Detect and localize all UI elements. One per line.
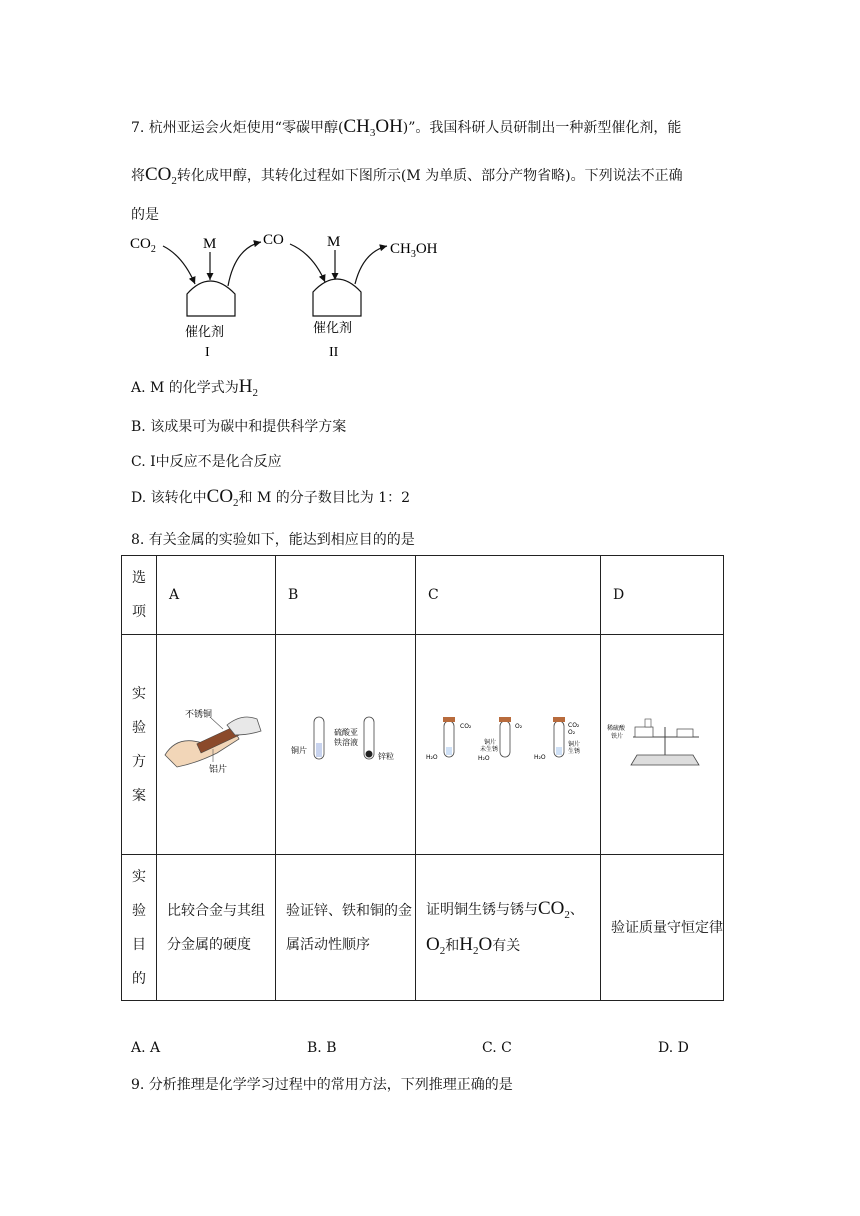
label-m2: M: [327, 234, 341, 250]
svg-text:CO₂: CO₂: [460, 723, 472, 730]
label-ch3oh: $CH_3OH$: [390, 241, 438, 260]
plan-c-image: [416, 635, 601, 855]
q8-answer-d: D. D: [658, 1040, 689, 1056]
q8-answer-b: B. B: [307, 1040, 337, 1056]
catalyst-1-num: I: [205, 345, 210, 360]
header-a: A: [157, 556, 276, 635]
header-option-label: 选项: [122, 556, 157, 635]
row-label-goal: 实验目的: [122, 855, 157, 1001]
q7-option-c: C. Ⅰ中反应不是化合反应: [131, 454, 282, 470]
q7-option-d: D. 该转化中$CO_2$和 M 的分子数目比为 1：2: [131, 486, 411, 509]
svg-text:生锈: 生锈: [568, 748, 581, 755]
label-co2: $CO_2$: [130, 236, 156, 255]
svg-text:H₂O: H₂O: [478, 755, 490, 762]
svg-text:锌粒: 锌粒: [378, 752, 394, 761]
formula-co2: $CO_2$: [145, 164, 177, 187]
q7-option-a: A. M 的化学式为$H_2$: [131, 376, 259, 399]
svg-text:铜片: 铜片: [484, 739, 497, 746]
q8-answer-c: C. C: [482, 1040, 512, 1056]
svg-text:未生锈: 未生锈: [480, 746, 499, 753]
arrow-co2-in: [163, 246, 195, 284]
svg-text:H₂O: H₂O: [426, 754, 438, 761]
formula-h2: $H_2$: [238, 376, 259, 399]
svg-text:O₂: O₂: [568, 729, 576, 736]
catalyst-2-num: II: [329, 345, 339, 360]
header-b: B: [276, 556, 416, 635]
catalyst-1-label: 催化剂: [185, 325, 225, 340]
svg-text:铜片: 铜片: [291, 746, 307, 755]
q7-line3: 的是: [131, 207, 159, 223]
formula-ch3oh: $CH_3OH$: [343, 116, 403, 139]
plan-b-image: [276, 635, 416, 855]
arrow-co-in: [290, 244, 325, 282]
svg-text:铝片: 铝片: [209, 765, 228, 775]
svg-text:H₂O: H₂O: [534, 754, 546, 761]
label-m1: M: [203, 236, 217, 252]
goal-c: 证明铜生锈与锈与$CO_2$、 $O_2$和$H_2O$有关: [416, 855, 601, 1001]
svg-text:铜片: 铜片: [568, 741, 581, 748]
experiment-table: [121, 555, 724, 1001]
formula-co2-d: $CO_2$: [206, 486, 239, 509]
svg-text:硫酸亚: 硫酸亚: [334, 728, 358, 737]
svg-text:稀硫酸: 稀硫酸: [607, 725, 626, 732]
arrow-ch3oh-out: [355, 246, 387, 284]
goal-a: 比较合金与其组分金属的硬度: [157, 855, 276, 1001]
plan-d-image: [601, 635, 724, 855]
label-co: CO: [263, 232, 284, 248]
arrow-co-out: [228, 242, 261, 286]
svg-text:铁溶液: 铁溶液: [334, 738, 358, 747]
catalyst-2-shape: [313, 279, 361, 316]
q8-answer-a: A. A: [131, 1040, 161, 1056]
svg-text:不锈铜: 不锈铜: [185, 710, 213, 720]
catalyst-2-label: 催化剂: [313, 321, 353, 336]
table-row-plan: [122, 635, 724, 855]
q7-line1: 7. 杭州亚运会火炬使用“零碳甲醇$(CH_3OH)$”。我国科研人员研制出一种新型催化剂，能: [131, 116, 682, 139]
plan-a-image: [157, 635, 276, 855]
q7-line2: 将$CO_2$转化成甲醇，其转化过程如下图所示(M 为单质、部分产物省略)。下列说法不正确: [131, 164, 683, 187]
svg-text:O₂: O₂: [515, 723, 523, 730]
svg-text:铁片: 铁片: [611, 733, 624, 740]
q8-stem: 8. 有关金属的实验如下，能达到相应目的的是: [131, 532, 415, 548]
q7-option-b: B. 该成果可为碳中和提供科学方案: [131, 419, 347, 435]
q9-stem: 9. 分析推理是化学学习过程中的常用方法，下列推理正确的是: [131, 1077, 513, 1093]
table-row-goal: [122, 855, 724, 1001]
row-label-plan: 实验方案: [122, 635, 157, 855]
catalyst-diagram: [125, 226, 455, 366]
goal-b: 验证锌、铁和铜的金属活动性顺序: [276, 855, 416, 1001]
header-d: D: [601, 556, 724, 635]
svg-text:CO₂: CO₂: [568, 722, 580, 729]
catalyst-1-shape: [187, 281, 235, 316]
header-c: C: [416, 556, 601, 635]
goal-d: 验证质量守恒定律: [601, 855, 724, 1001]
table-row-header: [122, 556, 724, 635]
